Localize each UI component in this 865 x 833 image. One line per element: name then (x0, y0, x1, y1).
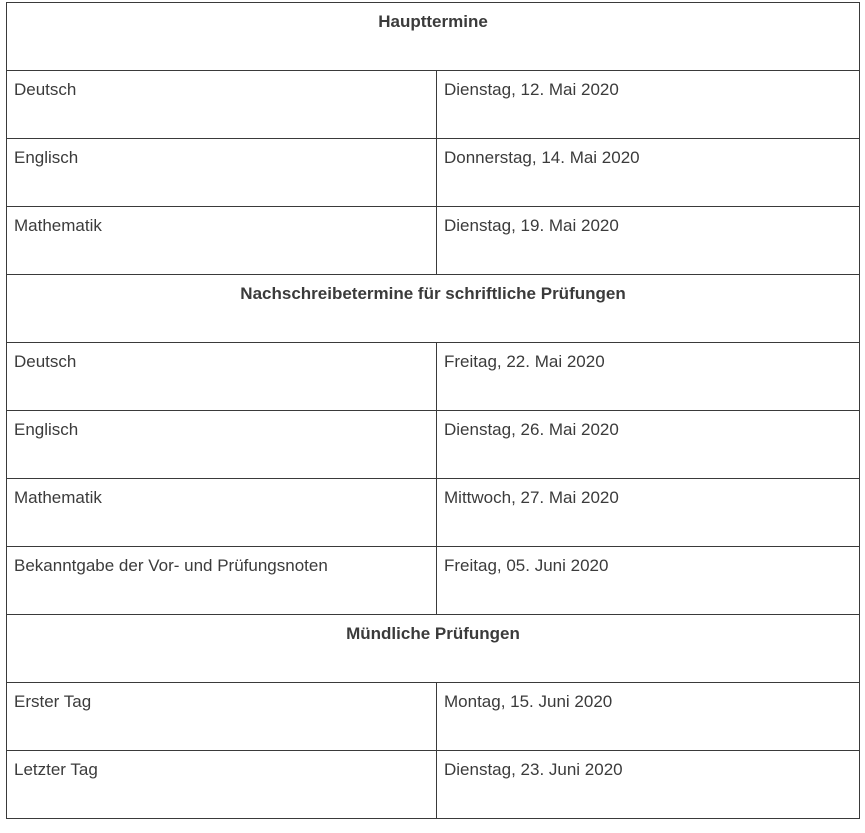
table-row (7, 139, 860, 207)
subject-cell: Mathematik (7, 479, 437, 547)
date-cell: Dienstag, 12. Mai 2020 (437, 71, 860, 139)
section-header-row (7, 275, 860, 343)
subject-cell: Deutsch (7, 71, 437, 139)
date-cell: Freitag, 22. Mai 2020 (437, 343, 860, 411)
section-title-nachschreibetermine: Nachschreibetermine für schriftliche Prüfungen (7, 275, 860, 343)
date-cell: Freitag, 05. Juni 2020 (437, 547, 860, 615)
subject-cell: Letzter Tag (7, 751, 437, 819)
date-cell: Dienstag, 26. Mai 2020 (437, 411, 860, 479)
table-row (7, 683, 860, 751)
table-row (7, 207, 860, 275)
section-title-muendliche-pruefungen: Mündliche Prüfungen (7, 615, 860, 683)
table-row (7, 547, 860, 615)
subject-cell: Bekanntgabe der Vor- und Prüfungsnoten (7, 547, 437, 615)
subject-cell: Deutsch (7, 343, 437, 411)
table-row (7, 751, 860, 819)
table-row (7, 343, 860, 411)
date-cell: Dienstag, 23. Juni 2020 (437, 751, 860, 819)
date-cell: Mittwoch, 27. Mai 2020 (437, 479, 860, 547)
section-title-haupttermine: Haupttermine (7, 3, 860, 71)
table-row (7, 479, 860, 547)
date-cell: Donnerstag, 14. Mai 2020 (437, 139, 860, 207)
subject-cell: Mathematik (7, 207, 437, 275)
table-row (7, 411, 860, 479)
date-cell: Dienstag, 19. Mai 2020 (437, 207, 860, 275)
subject-cell: Englisch (7, 139, 437, 207)
table-row (7, 71, 860, 139)
section-header-row (7, 615, 860, 683)
subject-cell: Erster Tag (7, 683, 437, 751)
exam-schedule-table (6, 2, 860, 819)
date-cell: Montag, 15. Juni 2020 (437, 683, 860, 751)
section-header-row (7, 3, 860, 71)
subject-cell: Englisch (7, 411, 437, 479)
